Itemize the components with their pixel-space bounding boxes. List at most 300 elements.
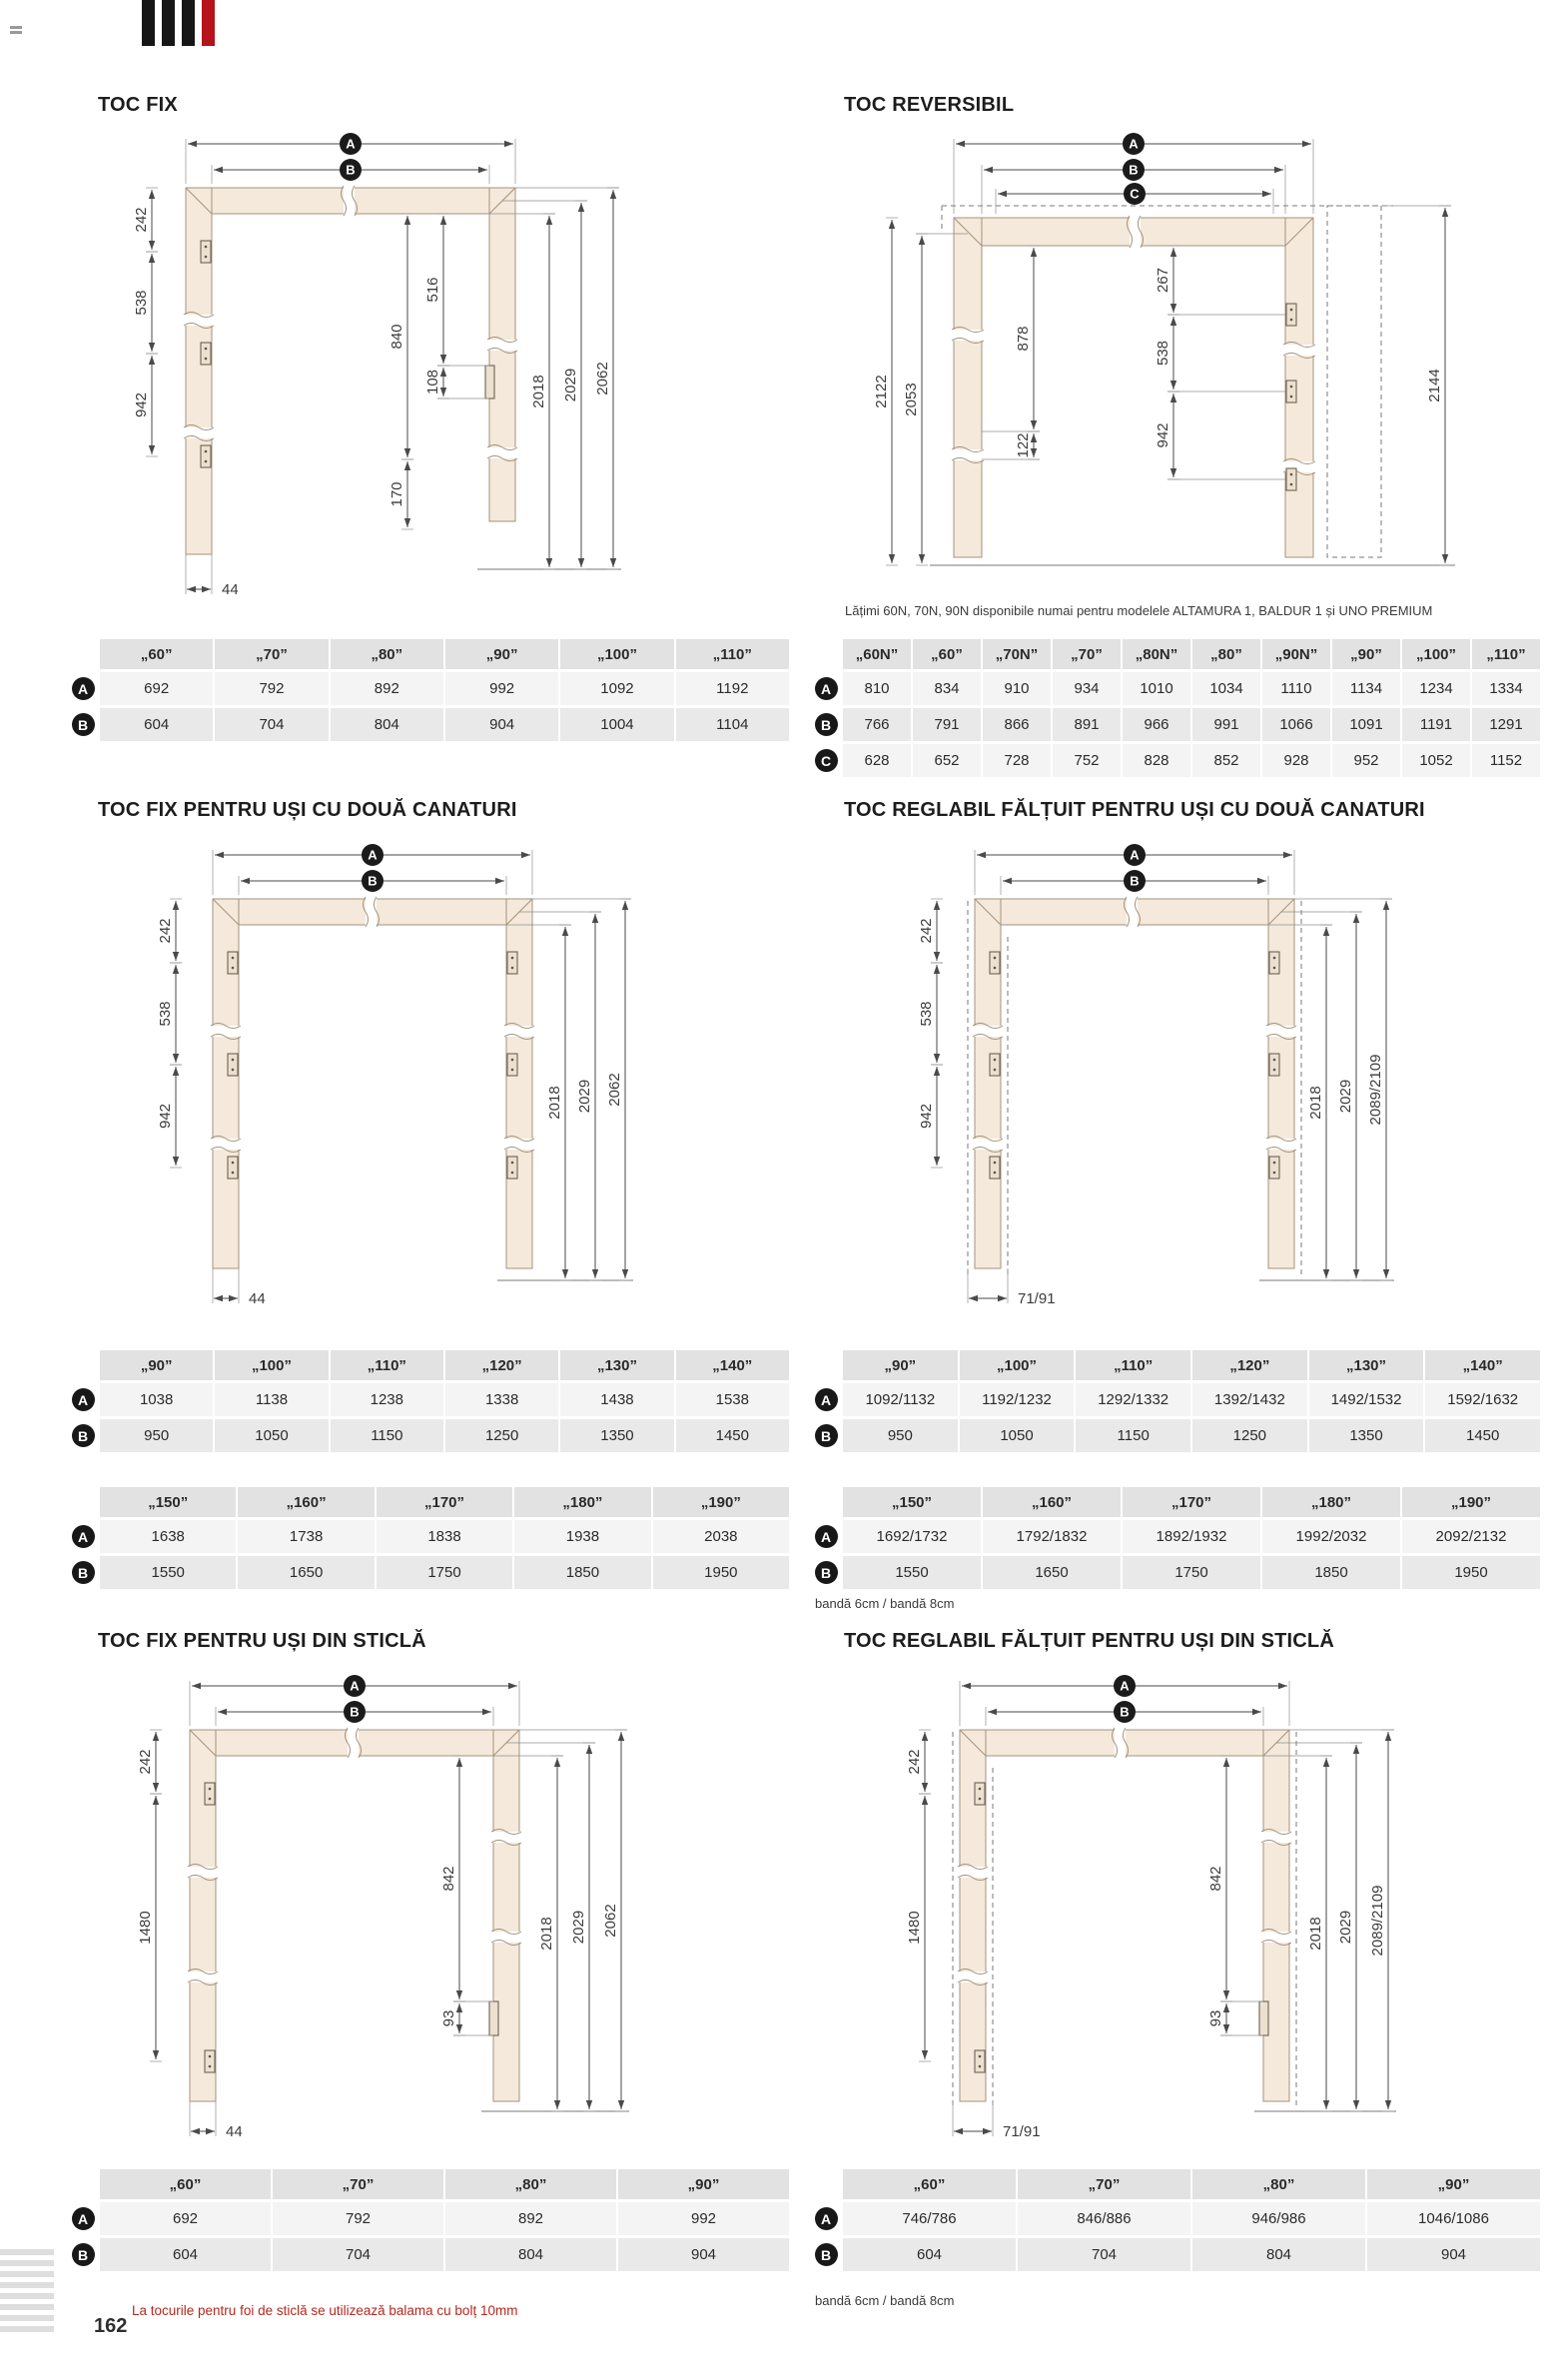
dimension-label: 122 <box>1015 432 1032 458</box>
value-cell: 1950 <box>653 1556 789 1589</box>
value-cell: 1550 <box>843 1556 981 1589</box>
dimension-label: 2029 <box>570 1910 587 1945</box>
column-header: „70N” <box>983 639 1051 669</box>
dimension-label: 878 <box>1015 326 1032 352</box>
toc-reglabil-sticla-drawing <box>875 1672 1474 2163</box>
dimension-label: 2144 <box>1426 369 1443 402</box>
value-cell: 728 <box>983 744 1051 777</box>
value-cell: 2092/2132 <box>1402 1520 1540 1553</box>
hinge-screw <box>1273 957 1276 960</box>
dimension-label: 267 <box>1155 267 1171 294</box>
table-row <box>68 1556 789 1589</box>
section-title-toc-fix-sticla: TOC FIX PENTRU UȘI DIN STICLĂ <box>98 1630 426 1652</box>
hinge-screw <box>1273 1059 1276 1062</box>
value-cell: 1338 <box>445 1383 558 1416</box>
hinge-screw <box>1290 483 1293 486</box>
badge-slot <box>811 1350 841 1380</box>
badge-letter: B <box>1120 1704 1130 1720</box>
value-cell: 1750 <box>377 1556 512 1589</box>
table-row <box>68 708 789 741</box>
dimension-label: 2062 <box>594 362 611 396</box>
dimension-label: 2089/2109 <box>1369 1885 1386 1957</box>
value-cell: 1450 <box>676 1419 789 1452</box>
toc-fix-doua-canaturi-drawing <box>118 841 677 1325</box>
section-title-toc-fix: TOC FIX <box>98 94 178 116</box>
toc-fix-sticla-note: La tocurile pentru foi de sticlă se utilizează balama cu bolț 10mm <box>132 2303 518 2318</box>
toc-reglabil-doua-canaturi-table-2 <box>811 1487 1540 1589</box>
row-badge: B <box>815 1424 838 1447</box>
value-cell: 946/986 <box>1192 2202 1365 2235</box>
row-badge: A <box>815 1525 838 1548</box>
hinge-screw <box>205 348 208 351</box>
value-cell: 1092/1132 <box>843 1383 958 1416</box>
badge-letter: A <box>350 1678 360 1694</box>
column-header: „70” <box>1018 2169 1190 2199</box>
dimension-label: 842 <box>440 1866 457 1892</box>
toc-fix-table <box>68 639 789 741</box>
toc-reglabil-sticla-note: bandă 6cm / bandă 8cm <box>815 2293 955 2308</box>
badge-slot <box>811 2202 841 2235</box>
row-badge: A <box>815 1388 838 1411</box>
value-cell: 628 <box>843 744 911 777</box>
hinge-icon <box>507 1054 517 1076</box>
value-cell: 892 <box>331 672 443 705</box>
value-cell: 1234 <box>1402 672 1470 705</box>
badge-slot <box>811 639 841 669</box>
row-badge: B <box>72 2243 95 2266</box>
column-header: „60” <box>100 2169 271 2199</box>
hinge-icon <box>975 1783 985 1805</box>
value-cell: 810 <box>843 672 911 705</box>
frame-profile <box>1263 1730 1289 2101</box>
dimension-label: 2029 <box>576 1079 593 1114</box>
dimension-label: 942 <box>1155 422 1171 448</box>
dimension-label: 2018 <box>538 1917 555 1951</box>
hinge-icon <box>507 1157 517 1179</box>
hinge-screw <box>232 1162 235 1165</box>
row-badge: A <box>72 677 95 700</box>
hinge-screw <box>1273 967 1276 970</box>
row-badge: A <box>815 677 838 700</box>
hinge-screw <box>209 1788 212 1791</box>
section-title-toc-fix-doua-canaturi: TOC FIX PENTRU UȘI CU DOUĂ CANATURI <box>98 799 517 821</box>
value-cell: 1334 <box>1472 672 1540 705</box>
value-cell: 1291 <box>1472 708 1540 741</box>
column-header: „120” <box>1192 1350 1307 1380</box>
value-cell: 1152 <box>1472 744 1540 777</box>
column-header: „170” <box>1123 1487 1260 1517</box>
dimension-label: 2018 <box>1307 1917 1324 1951</box>
badge-slot <box>811 1419 841 1452</box>
dimension-label: 2053 <box>903 383 920 416</box>
dimension-label: 71/91 <box>1003 2123 1041 2140</box>
column-header: „100” <box>560 639 673 669</box>
column-header: „70” <box>273 2169 443 2199</box>
badge-slot <box>68 1350 98 1380</box>
row-badge: A <box>72 2207 95 2230</box>
frame-profile <box>489 188 515 521</box>
badge-slot <box>811 2169 841 2199</box>
badge-slot <box>68 1487 98 1517</box>
value-cell: 1250 <box>1192 1419 1307 1452</box>
table-row <box>68 1520 789 1553</box>
value-cell: 910 <box>983 672 1051 705</box>
value-cell: 1138 <box>215 1383 328 1416</box>
row-badge: A <box>72 1525 95 1548</box>
column-header: „90” <box>100 1350 213 1380</box>
value-cell: 904 <box>618 2238 789 2271</box>
value-cell: 1191 <box>1402 708 1470 741</box>
row-badge: B <box>72 713 95 736</box>
table-row <box>811 2169 1540 2199</box>
column-header: „90” <box>618 2169 789 2199</box>
badge-slot <box>68 708 98 741</box>
column-header: „180” <box>514 1487 650 1517</box>
dimension-label: 1480 <box>906 1911 923 1945</box>
column-header: „80” <box>1192 2169 1365 2199</box>
value-cell: 1750 <box>1123 1556 1260 1589</box>
value-cell: 704 <box>1018 2238 1190 2271</box>
dimension-label: 44 <box>226 2123 243 2140</box>
value-cell: 1004 <box>560 708 673 741</box>
hinge-screw <box>511 967 514 970</box>
logo-bar <box>142 0 155 46</box>
row-badge: A <box>72 1388 95 1411</box>
value-cell: 752 <box>1053 744 1121 777</box>
column-header: „130” <box>1309 1350 1424 1380</box>
value-cell: 928 <box>1262 744 1330 777</box>
value-cell: 1650 <box>983 1556 1121 1589</box>
column-header: „90” <box>445 639 558 669</box>
value-cell: 892 <box>445 2202 616 2235</box>
hinge-icon <box>1286 381 1296 402</box>
value-cell: 604 <box>843 2238 1016 2271</box>
hinge-screw <box>1290 319 1293 322</box>
page-number: 162 <box>94 2315 128 2337</box>
table-row <box>811 1350 1540 1380</box>
dimension-label: 538 <box>1155 340 1171 367</box>
badge-letter: A <box>1130 847 1140 863</box>
hinge-screw <box>1273 1172 1276 1175</box>
column-header: „110” <box>1472 639 1540 669</box>
brand-logo <box>142 0 215 46</box>
column-header: „190” <box>653 1487 789 1517</box>
hinge-screw <box>979 2065 982 2068</box>
value-cell: 1150 <box>331 1419 443 1452</box>
hinge-icon <box>201 343 211 365</box>
hinge-icon <box>228 1054 238 1076</box>
badge-slot <box>68 1419 98 1452</box>
badge-letter: A <box>1120 1678 1130 1694</box>
hinge-screw <box>209 2055 212 2058</box>
dimension-label: 2029 <box>1337 1079 1354 1114</box>
hinge-screw <box>511 1059 514 1062</box>
value-cell: 1046/1086 <box>1367 2202 1540 2235</box>
value-cell: 1110 <box>1262 672 1330 705</box>
value-cell: 904 <box>1367 2238 1540 2271</box>
badge-letter: A <box>346 136 356 152</box>
hinge-icon <box>990 1054 1000 1076</box>
hinge-icon <box>201 445 211 467</box>
toc-reglabil-sticla-table <box>811 2169 1540 2271</box>
value-cell: 1192/1232 <box>960 1383 1075 1416</box>
hinge-screw <box>994 1162 997 1165</box>
badge-letter: A <box>1129 136 1139 152</box>
hinge-icon <box>990 1157 1000 1179</box>
hinge-screw <box>209 1798 212 1801</box>
value-cell: 1450 <box>1425 1419 1540 1452</box>
dimension-label: 2089/2109 <box>1367 1054 1384 1126</box>
section-title-toc-reglabil-doua-canaturi: TOC REGLABIL FĂLȚUIT PENTRU UȘI CU DOUĂ CANATURI <box>844 799 1425 821</box>
table-row <box>811 1419 1540 1452</box>
row-badge: B <box>72 1561 95 1584</box>
value-cell: 1292/1332 <box>1076 1383 1190 1416</box>
hinge-screw <box>979 1788 982 1791</box>
column-header: „90” <box>1367 2169 1540 2199</box>
toc-fix-doua-canaturi-table-1 <box>68 1350 789 1452</box>
row-badge: B <box>72 1424 95 1447</box>
badge-slot <box>811 672 841 705</box>
dashed-outline <box>1327 206 1381 557</box>
table-row <box>68 2202 789 2235</box>
column-header: „60” <box>913 639 981 669</box>
value-cell: 1792/1832 <box>983 1520 1121 1553</box>
table-row <box>811 2238 1540 2271</box>
hinge-screw <box>511 1172 514 1175</box>
value-cell: 1010 <box>1123 672 1190 705</box>
dimension-label: 93 <box>1207 2009 1224 2027</box>
table-row <box>68 672 789 705</box>
badge-letter: B <box>1130 873 1140 889</box>
corner-mark <box>10 26 22 36</box>
section-title-toc-reversibil: TOC REVERSIBIL <box>844 94 1015 116</box>
value-cell: 1038 <box>100 1383 213 1416</box>
toc-fix-sticla-table <box>68 2169 789 2271</box>
dimension-label: 516 <box>424 277 441 303</box>
dimension-label: 93 <box>440 2009 457 2027</box>
value-cell: 1550 <box>100 1556 236 1589</box>
dimension-label: 842 <box>1207 1866 1224 1892</box>
toc-reglabil-doua-canaturi-note: bandă 6cm / bandă 8cm <box>815 1596 955 1611</box>
badge-slot <box>811 708 841 741</box>
column-header: „90” <box>843 1350 958 1380</box>
value-cell: 1091 <box>1332 708 1400 741</box>
value-cell: 1250 <box>445 1419 558 1452</box>
hinge-screw <box>232 957 235 960</box>
badge-slot <box>68 1556 98 1589</box>
value-cell: 604 <box>100 2238 271 2271</box>
value-cell: 792 <box>215 672 328 705</box>
badge-slot <box>68 2202 98 2235</box>
badge-slot <box>68 672 98 705</box>
badge-letter: B <box>368 873 378 889</box>
badge-slot <box>811 1520 841 1553</box>
section-title-toc-reglabil-sticla: TOC REGLABIL FĂLȚUIT PENTRU UȘI DIN STICLĂ <box>844 1630 1334 1652</box>
table-row <box>811 1383 1540 1416</box>
strike-plate-icon <box>489 2001 498 2035</box>
dimension-label: 2062 <box>606 1073 623 1107</box>
dimension-label: 942 <box>133 392 150 418</box>
table-row <box>68 1350 789 1380</box>
toc-fix-drawing <box>108 130 667 619</box>
table-row <box>811 744 1540 777</box>
hinge-screw <box>205 256 208 259</box>
table-row <box>811 708 1540 741</box>
value-cell: 804 <box>445 2238 616 2271</box>
value-cell: 1892/1932 <box>1123 1520 1260 1553</box>
hinge-icon <box>1269 1157 1279 1179</box>
value-cell: 866 <box>983 708 1051 741</box>
badge-slot <box>68 1520 98 1553</box>
hinge-screw <box>209 2065 212 2068</box>
hinge-icon <box>1269 1054 1279 1076</box>
dimension-label: 2029 <box>1337 1910 1354 1945</box>
value-cell: 992 <box>445 672 558 705</box>
hinge-screw <box>205 246 208 249</box>
value-cell: 704 <box>273 2238 443 2271</box>
logo-bar <box>162 0 175 46</box>
value-cell: 966 <box>1123 708 1190 741</box>
value-cell: 1034 <box>1192 672 1260 705</box>
dimension-label: 2018 <box>546 1086 563 1120</box>
column-header: „100” <box>960 1350 1075 1380</box>
hinge-screw <box>205 358 208 361</box>
hinge-icon <box>990 952 1000 974</box>
row-badge: B <box>815 1561 838 1584</box>
badge-letter: B <box>350 1704 360 1720</box>
badge-slot <box>811 1383 841 1416</box>
column-header: „110” <box>331 1350 443 1380</box>
logo-bar-red <box>202 0 215 46</box>
toc-reglabil-doua-canaturi-drawing <box>875 841 1454 1325</box>
badge-slot <box>811 2238 841 2271</box>
badge-slot <box>811 1487 841 1517</box>
frame-profile <box>954 218 982 557</box>
dimension-label: 71/91 <box>1018 1290 1056 1307</box>
value-cell: 1050 <box>960 1419 1075 1452</box>
hinge-screw <box>1273 1162 1276 1165</box>
row-badge: B <box>815 2243 838 2266</box>
hinge-icon <box>507 952 517 974</box>
value-cell: 1052 <box>1402 744 1470 777</box>
hinge-screw <box>994 1059 997 1062</box>
toc-reversibil-table <box>811 639 1540 777</box>
value-cell: 1150 <box>1076 1419 1190 1452</box>
badge-letter: C <box>1130 186 1140 202</box>
badge-slot <box>68 2238 98 2271</box>
dimension-label: 538 <box>918 1001 935 1027</box>
dimension-label: 942 <box>157 1103 174 1130</box>
value-cell: 950 <box>100 1419 213 1452</box>
value-cell: 1134 <box>1332 672 1400 705</box>
value-cell: 904 <box>445 708 558 741</box>
column-header: „170” <box>377 1487 512 1517</box>
column-header: „90N” <box>1262 639 1330 669</box>
value-cell: 1992/2032 <box>1262 1520 1400 1553</box>
column-header: „100” <box>215 1350 328 1380</box>
hinge-icon <box>205 1783 215 1805</box>
hinge-screw <box>1290 386 1293 389</box>
value-cell: 934 <box>1053 672 1121 705</box>
dimension-label: 170 <box>388 481 405 507</box>
value-cell: 1692/1732 <box>843 1520 981 1553</box>
table-row <box>811 672 1540 705</box>
value-cell: 1350 <box>1309 1419 1424 1452</box>
value-cell: 846/886 <box>1018 2202 1190 2235</box>
row-badge: A <box>815 2207 838 2230</box>
value-cell: 1538 <box>676 1383 789 1416</box>
value-cell: 891 <box>1053 708 1121 741</box>
toc-reversibil-note: Lățimi 60N, 70N, 90N disponibile numai pentru modelele ALTAMURA 1, BALDUR 1 și UNO PREMIUM <box>845 603 1433 618</box>
dimension-label: 108 <box>424 369 441 396</box>
dimension-label: 242 <box>157 918 174 944</box>
dimension-label: 538 <box>157 1001 174 1027</box>
column-header: „150” <box>843 1487 981 1517</box>
value-cell: 828 <box>1123 744 1190 777</box>
column-header: „90” <box>1332 639 1400 669</box>
value-cell: 804 <box>1192 2238 1365 2271</box>
hinge-screw <box>205 450 208 453</box>
value-cell: 1838 <box>377 1520 512 1553</box>
value-cell: 834 <box>913 672 981 705</box>
hinge-screw <box>994 1172 997 1175</box>
value-cell: 950 <box>843 1419 958 1452</box>
badge-slot <box>68 2169 98 2199</box>
column-header: „130” <box>560 1350 673 1380</box>
hinge-screw <box>511 1162 514 1165</box>
column-header: „60” <box>100 639 213 669</box>
toc-reglabil-doua-canaturi-table-1 <box>811 1350 1540 1452</box>
column-header: „190” <box>1402 1487 1540 1517</box>
value-cell: 746/786 <box>843 2202 1016 2235</box>
dimension-label: 538 <box>133 290 150 316</box>
strike-plate-icon <box>485 366 494 398</box>
value-cell: 804 <box>331 708 443 741</box>
value-cell: 1650 <box>238 1556 374 1589</box>
table-row <box>811 1556 1540 1589</box>
toc-reversibil-drawing <box>834 130 1533 591</box>
toc-fix-doua-canaturi-table-2 <box>68 1487 789 1589</box>
value-cell: 1104 <box>676 708 789 741</box>
value-cell: 692 <box>100 2202 271 2235</box>
dimension-label: 2018 <box>1307 1086 1324 1120</box>
badge-slot <box>811 1556 841 1589</box>
value-cell: 791 <box>913 708 981 741</box>
value-cell: 952 <box>1332 744 1400 777</box>
hinge-icon <box>1286 304 1296 326</box>
hinge-screw <box>994 967 997 970</box>
column-header: „180” <box>1262 1487 1400 1517</box>
hinge-screw <box>979 2055 982 2058</box>
hinge-screw <box>1290 396 1293 398</box>
hinge-icon <box>201 241 211 263</box>
value-cell: 992 <box>618 2202 789 2235</box>
hinge-screw <box>511 1069 514 1072</box>
dimension-label: 242 <box>133 207 150 233</box>
badge-slot <box>811 744 841 777</box>
value-cell: 766 <box>843 708 911 741</box>
hinge-screw <box>205 460 208 463</box>
value-cell: 1592/1632 <box>1425 1383 1540 1416</box>
dimension-label: 242 <box>906 1749 923 1775</box>
value-cell: 1938 <box>514 1520 650 1553</box>
value-cell: 704 <box>215 708 328 741</box>
column-header: „80” <box>445 2169 616 2199</box>
value-cell: 1738 <box>238 1520 374 1553</box>
hinge-screw <box>1273 1069 1276 1072</box>
column-header: „100” <box>1402 639 1470 669</box>
value-cell: 2038 <box>653 1520 789 1553</box>
